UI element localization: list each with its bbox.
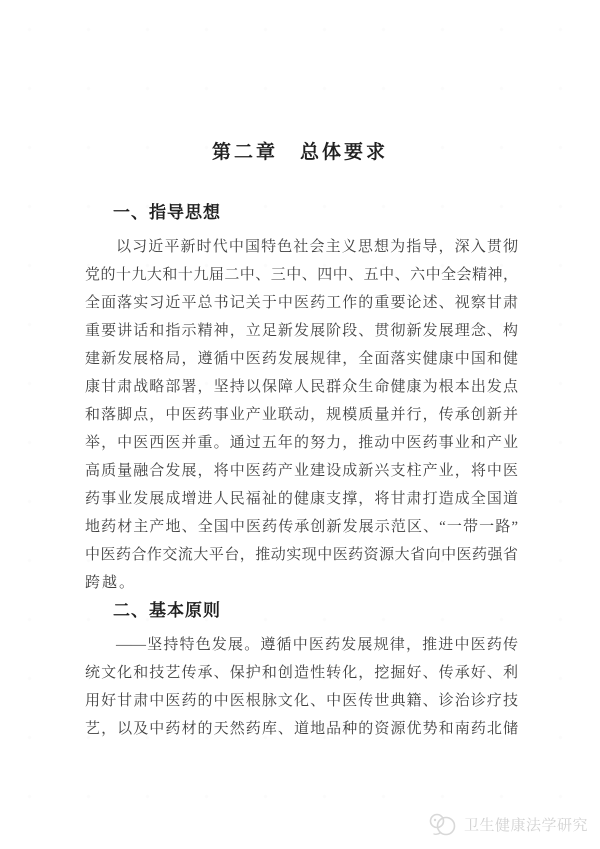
text-line: 跨越。: [85, 575, 137, 591]
reader-logo-icon: [427, 811, 461, 837]
text-line: ——坚持特色发展。遵循中医药发展规律，推进中医药传: [116, 637, 518, 653]
text-line: 全面落实习近平总书记关于中医药工作的重要论述、视察甘肃: [85, 295, 518, 311]
text-line: 和落脚点，中医药事业产业联动，规模质量并行，传承创新并: [85, 407, 518, 423]
text-line: 用好甘肃中医药的中医根脉文化、中医传世典籍、诊治诊疗技: [85, 693, 518, 709]
paragraph-basic-principles: [85, 631, 518, 743]
text-line: 高质量融合发展，将中医药产业建设成新兴支柱产业，将中医: [85, 463, 518, 479]
chapter-title: 第二章 总体要求: [211, 142, 388, 163]
paragraph-guiding-ideology: [85, 233, 518, 597]
section-heading-basic-principles: 二、基本原则: [113, 601, 221, 620]
text-line: 重要讲话和指示精神，立足新发展阶段、贯彻新发展理念、构: [85, 323, 518, 339]
text-line: 地药材主产地、全国中医药传承创新发展示范区、“一带一路”: [85, 519, 518, 535]
text-line: 统文化和技艺传承、保护和创造性转化，挖掘好、传承好、利: [85, 665, 518, 681]
text-line: 药事业发展成增进人民福祉的健康支撑，将甘肃打造成全国道: [85, 491, 518, 507]
text-line: 中医药合作交流大平台，推动实现中医药资源大省向中医药强省: [85, 547, 518, 563]
text-line: 康甘肃战略部署，坚持以保障人民群众生命健康为根本出发点: [85, 379, 518, 395]
watermark-text: 卫生健康法学研究: [464, 816, 589, 834]
text-line: 以习近平新时代中国特色社会主义思想为指导，深入贯彻: [116, 239, 518, 255]
watermark: [427, 810, 588, 838]
section-heading-guiding-ideology: 一、指导思想: [113, 203, 221, 222]
text-line: 艺，以及中药材的天然药库、道地品种的资源优势和南药北储: [85, 721, 518, 737]
text-line: 党的十九大和十九届二中、三中、四中、五中、六中全会精神，: [85, 267, 518, 283]
text-line: 建新发展格局，遵循中医药发展规律，全面落实健康中国和健: [85, 351, 518, 367]
text-line: 举，中医西医并重。通过五年的努力，推动中医药事业和产业: [85, 435, 518, 451]
